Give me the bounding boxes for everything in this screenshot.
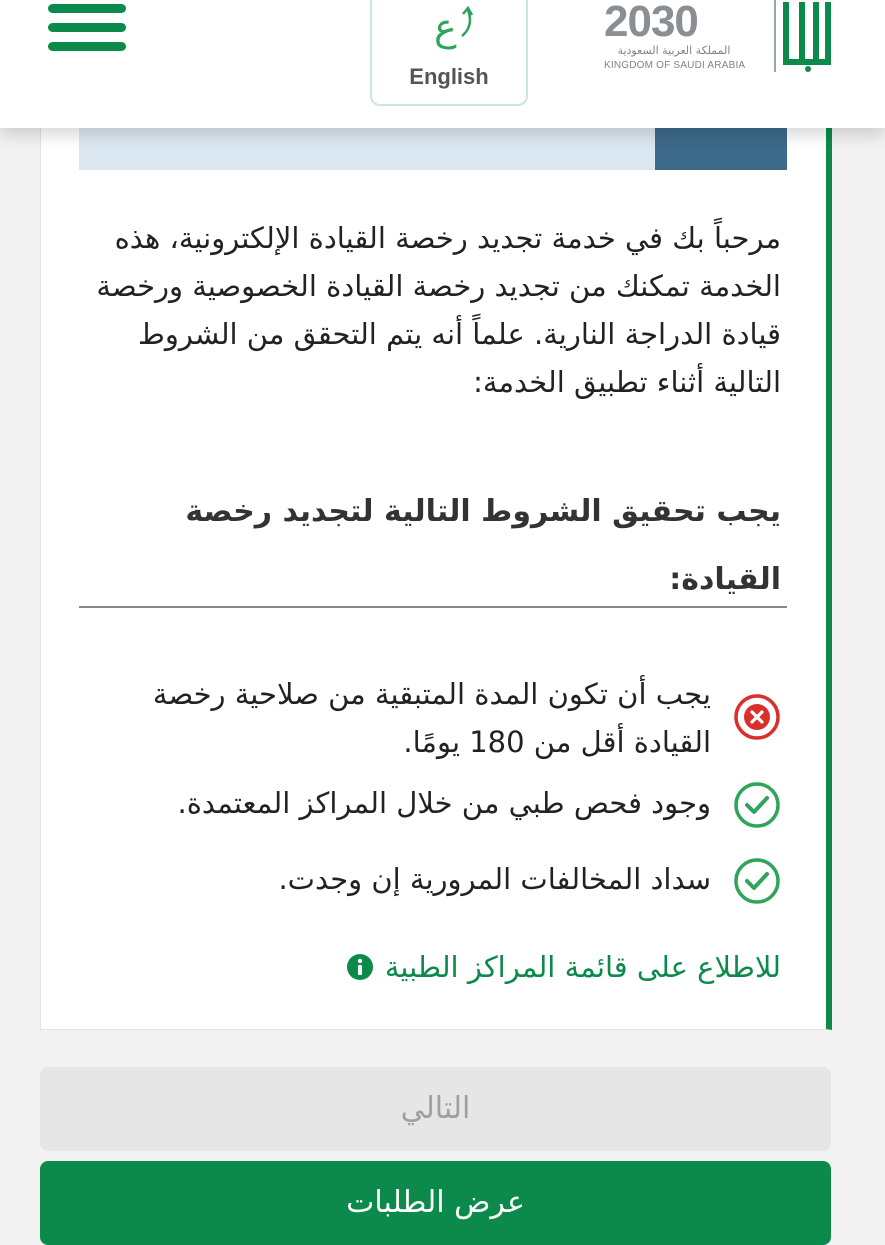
requirement-text: يجب أن تكون المدة المتبقية من صلاحية رخصة القيادة أقل من 180 يومًا. — [152, 677, 711, 759]
info-icon — [347, 954, 373, 980]
check-circle-icon — [733, 781, 781, 829]
medical-centers-link-text[interactable]: للاطلاع على قائمة المراكز الطبية — [384, 950, 781, 984]
menu-icon[interactable] — [48, 4, 126, 52]
service-intro-text: مرحباً بك في خدمة تجديد رخصة القيادة الإلكترونية، هذه الخدمة تمكنك من تجديد رخصة القيادة الخصوصية ورخصة قيادة الدراجة النارية. علماً أنه يتم التحقق من الشروط التالية أثناء تطبيق الخدمة: — [96, 221, 781, 399]
language-icon — [418, 0, 484, 56]
check-circle-icon — [733, 857, 781, 905]
language-toggle-button[interactable] — [370, 0, 528, 106]
x-circle-icon — [733, 693, 781, 741]
vision-english-text: KINGDOM OF SAUDI ARABIA — [604, 60, 746, 71]
conditions-heading: يجب تحقيق الشروط التالية لتجديد رخصة القيادة: — [185, 494, 781, 597]
vision-number: 2030 — [604, 0, 698, 46]
vision-arabic-text: المملكة العربية السعودية — [617, 44, 731, 57]
absher-logo — [770, 0, 836, 74]
next-button[interactable]: التالي — [40, 1067, 831, 1151]
requirement-item — [81, 779, 781, 827]
divider — [79, 606, 787, 608]
header — [0, 0, 885, 128]
requirement-item — [81, 670, 781, 766]
vision-2030-logo — [600, 0, 745, 80]
view-requests-button[interactable]: عرض الطلبات — [40, 1161, 831, 1245]
service-card — [40, 100, 832, 1030]
svg-text:ع: ع — [434, 5, 457, 49]
language-label: English — [409, 64, 489, 89]
requirement-text: وجود فحص طبي من خلال المراكز المعتمدة. — [177, 786, 711, 820]
requirement-text: سداد المخالفات المرورية إن وجدت. — [278, 862, 711, 896]
medical-centers-link[interactable] — [347, 945, 781, 989]
requirement-item — [81, 855, 781, 903]
